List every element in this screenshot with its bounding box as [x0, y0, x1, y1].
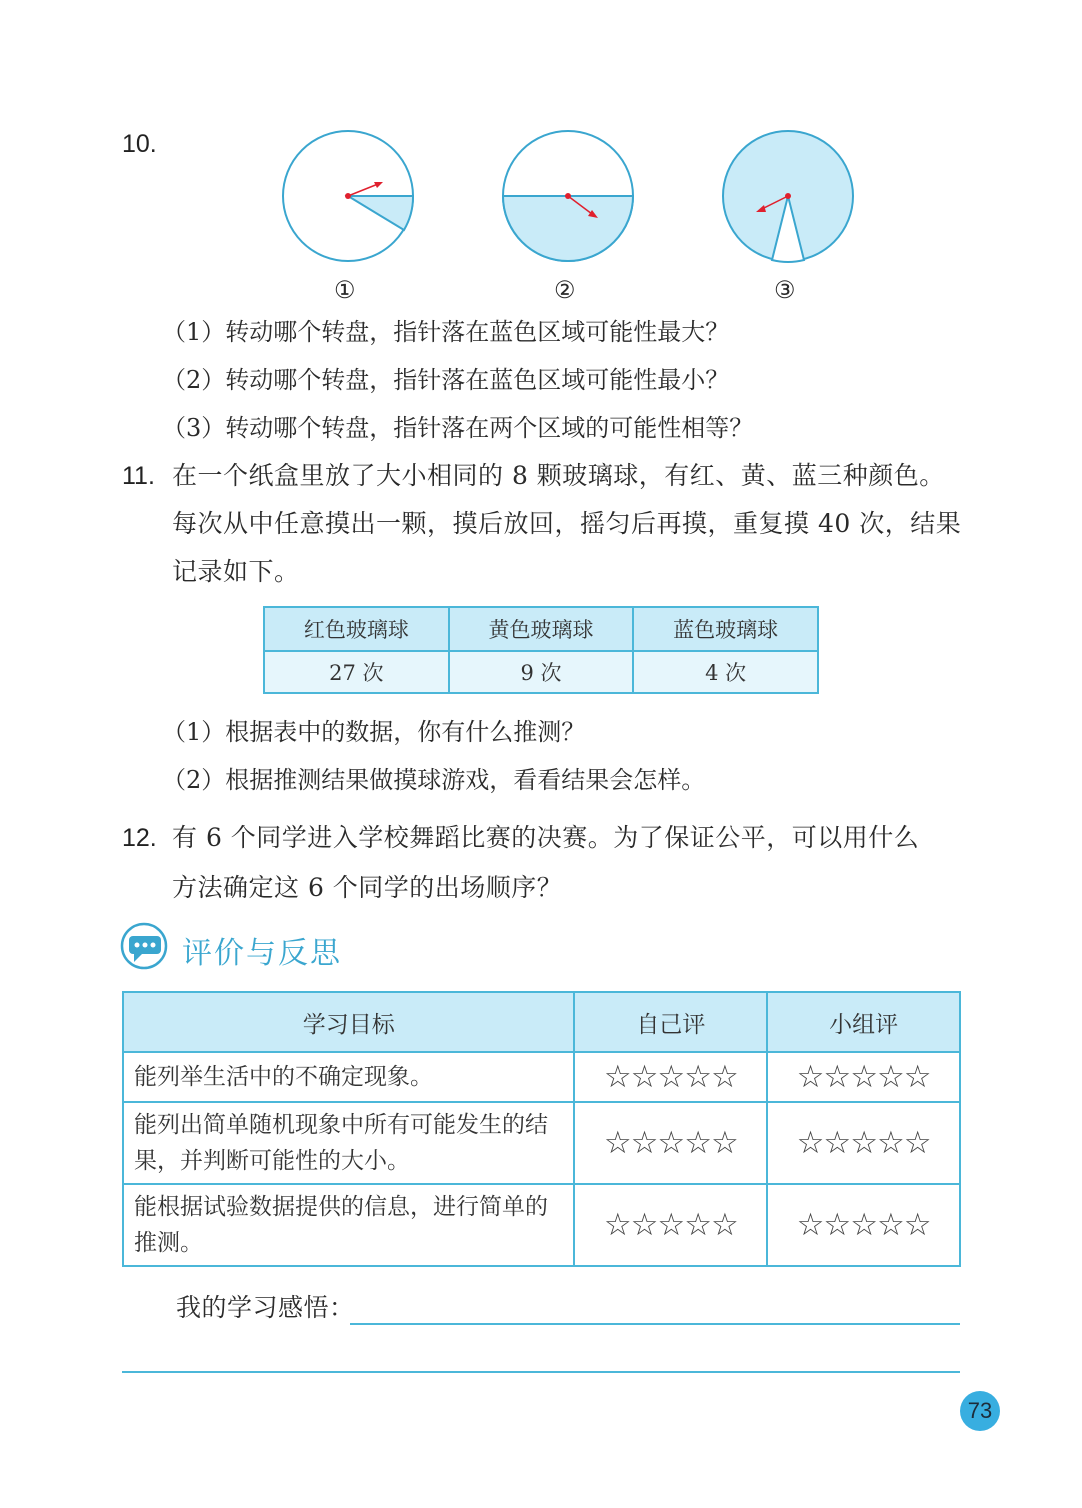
spinner-1: [283, 131, 413, 261]
reflection-input-line-2[interactable]: [122, 1371, 960, 1373]
spinner-diagrams: [270, 120, 870, 280]
goal-text: 能列举生活中的不确定现象。: [134, 1064, 433, 1090]
reflection-input-line-1[interactable]: [350, 1323, 960, 1325]
table-header: 学习目标: [123, 992, 574, 1052]
table-cell: 9 次: [449, 651, 634, 693]
q11-text-line-2: 每次从中任意摸出一颗，摸后放回，摇匀后再摸，重复摸 40 次，结果: [172, 509, 962, 538]
evaluation-table: [122, 991, 961, 1267]
q10-question-3: （3）转动哪个转盘，指针落在两个区域的可能性相等？: [162, 414, 754, 442]
spinner-2: [503, 131, 633, 261]
results-table: [263, 606, 819, 694]
spinner-label-2: ②: [554, 276, 576, 304]
question-number: 12.: [122, 824, 157, 852]
self-rating-stars[interactable]: ☆☆☆☆☆: [574, 1052, 767, 1102]
goal-cell: [123, 1052, 574, 1102]
self-rating-stars[interactable]: ☆☆☆☆☆: [574, 1102, 767, 1184]
goal-text: 推测。: [134, 1230, 203, 1256]
page-number: 73: [960, 1391, 1000, 1431]
q11-text-line-1: 在一个纸盒里放了大小相同的 8 颗玻璃球，有红、黄、蓝三种颜色。: [172, 461, 945, 490]
table-header: 黄色玻璃球: [449, 607, 634, 651]
reflection-label: 我的学习感悟：: [176, 1293, 355, 1322]
q11-text-line-3: 记录如下。: [172, 557, 300, 586]
spinner-label-1: ①: [334, 276, 356, 304]
table-header: 红色玻璃球: [264, 607, 449, 651]
q10-question-1: （1）转动哪个转盘，指针落在蓝色区域可能性最大？: [162, 318, 730, 346]
table-cell: 27 次: [264, 651, 449, 693]
chat-bubble-icon: [120, 922, 172, 972]
goal-text: 能列出简单随机现象中所有可能发生的结: [134, 1112, 548, 1138]
table-row: [123, 1052, 960, 1102]
question-number: 10.: [122, 130, 157, 158]
spinner-3: [723, 131, 853, 262]
table-row: [123, 1102, 960, 1184]
self-rating-stars[interactable]: ☆☆☆☆☆: [574, 1184, 767, 1266]
table-header: 自己评: [574, 992, 767, 1052]
group-rating-stars[interactable]: ☆☆☆☆☆: [767, 1052, 960, 1102]
section-title: 评价与反思: [182, 937, 342, 970]
q12-text-line-2: 方法确定这 6 个同学的出场顺序？: [172, 873, 563, 902]
goal-cell: [123, 1184, 574, 1266]
q12-text-line-1: 有 6 个同学进入学校舞蹈比赛的决赛。为了保证公平，可以用什么: [172, 823, 920, 852]
q11-question-2: （2）根据推测结果做摸球游戏，看看结果会怎样。: [162, 766, 706, 794]
table-header: 蓝色玻璃球: [633, 607, 818, 651]
table-cell: 4 次: [633, 651, 818, 693]
goal-text: 果，并判断可能性的大小。: [134, 1148, 410, 1174]
question-number: 11.: [122, 462, 155, 490]
goal-cell: [123, 1102, 574, 1184]
goal-text: 能根据试验数据提供的信息，进行简单的: [134, 1194, 548, 1220]
spinner-label-3: ③: [774, 276, 796, 304]
q11-question-1: （1）根据表中的数据，你有什么推测？: [162, 718, 586, 746]
group-rating-stars[interactable]: ☆☆☆☆☆: [767, 1102, 960, 1184]
table-row: [123, 1184, 960, 1266]
table-header: 小组评: [767, 992, 960, 1052]
group-rating-stars[interactable]: ☆☆☆☆☆: [767, 1184, 960, 1266]
q10-question-2: （2）转动哪个转盘，指针落在蓝色区域可能性最小？: [162, 366, 730, 394]
